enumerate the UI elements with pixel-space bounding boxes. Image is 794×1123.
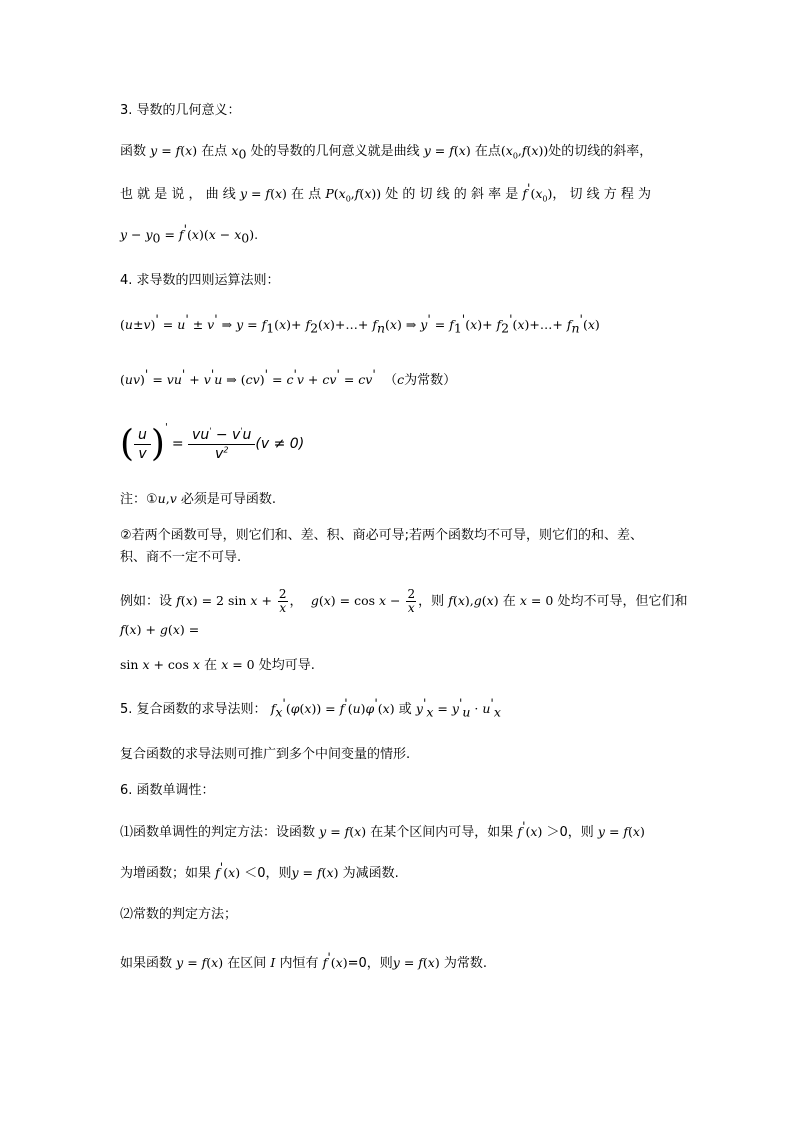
note-2-cont: 积、商不一定不可导. <box>120 550 242 565</box>
formula: f <box>522 186 527 201</box>
text: 在 <box>502 594 516 609</box>
formula: $(x_0,f(x))$ <box>500 143 549 161</box>
text: 5. 复合函数的求导法则： <box>120 702 267 717</box>
heading-section-6: 6. 函数单调性： <box>120 783 215 798</box>
formula: y <box>239 186 247 201</box>
text: 如果函数 <box>120 956 173 971</box>
text: 为常数. <box>443 956 488 971</box>
heading-section-5: 5. 复合函数的求导法则： $f_x'(\varphi(x)) = f'(u)\varphi'(x)$ 或 $y'_x = y'_u \cdot u'_x$ <box>120 695 501 720</box>
formula: y <box>423 143 431 158</box>
constant-line: 如果函数 y = f(x) 在区间 I 内恒有 f'(x)=0，则y = f(x) 为常数. <box>120 949 488 971</box>
text: ，则 <box>418 594 445 609</box>
text: 内恒有 <box>279 956 319 971</box>
heading-section-3: 3. 导数的几何意义： <box>120 103 241 118</box>
text: 在点 <box>474 144 501 159</box>
text: 在 点 <box>291 187 322 202</box>
text: 必须是可导函数. <box>180 492 277 507</box>
text: （ <box>384 373 398 388</box>
example-result: sin x + cos x 在 x = 0 处均可导. <box>120 657 315 673</box>
formula: y <box>150 143 158 158</box>
quotient-rule-formula: ( $\frac{u}{v}$ )' = $\frac{vu' - v'u}{v^2}$ (v ≠ 0) <box>120 422 305 465</box>
text: 或 <box>398 702 412 717</box>
note-2: ②若两个函数可导，则它们和、差、积、商必可导;若两个函数均不可导，则它们的和、差、 <box>120 528 644 543</box>
text: ，则 <box>265 866 292 881</box>
formula: P <box>325 186 334 201</box>
text: 处的导数的几何意义就是曲线 <box>250 144 420 159</box>
text: 为减函数. <box>342 866 399 881</box>
text: 例如：设 <box>120 594 173 609</box>
paragraph-3-line-1: 函数 y = f(x) 在点 $x_0$ 处的导数的几何意义就是曲线 y = f(x) 在点$(x_0,f(x))$处的切线的斜率， <box>120 143 653 162</box>
tangent-line-equation: $y - y_0 = f'(x)(x - x_0)$. <box>120 221 259 246</box>
product-rule-formula: (uv)' = vu' + v'u ⇒ (cv)' = c'v + cv' = cv' （c为常数） <box>120 366 457 388</box>
text: 处均可导. <box>258 658 315 673</box>
example-line: 例如：设 f(x) = 2 sin x + $\frac{2}{x}$ ， g(x) = cos x − $\frac{2}{x}$ ，则 f(x),g(x) 在 x = 0 处均不可导，但它们和 <box>120 587 688 615</box>
monotonic-line-2: 为增函数；如果 f'(x) ＜0，则y = f(x) 为减函数. <box>120 859 399 881</box>
text: 也 就 是 说 ， 曲 线 <box>120 187 236 202</box>
text: 处的切线的斜率， <box>548 144 653 159</box>
text: ， 切 线 方 程 为 <box>552 187 652 202</box>
text: ⑴函数单调性的判定方法：设函数 <box>120 825 316 840</box>
example-sum: f(x) + g(x) = <box>120 622 200 637</box>
sum-rule-formula: (u±v)' = u' ± v' ⇒ $y = f_1(x)+$ $f_2(x)+\dots+ f_n(x)$ ⇒ $y' = f_1'(x)+$ $f_2'(x)+\dots+ f_n'(x)$ <box>120 311 600 336</box>
note-1: 注：①u,v 必须是可导函数. <box>120 491 277 507</box>
text: 为增函数；如果 <box>120 866 212 881</box>
formula: $x_0$ <box>231 143 247 162</box>
constant-heading: ⑵常数的判定方法； <box>120 907 238 922</box>
paragraph-3-line-2: 也 就 是 说 ， 曲 线 y = f(x) 在 点 $P(x_0,f(x))$ 处 的 切 线 的 斜 率 是 $f'(x_0)$， 切 线 方 程 为 <box>120 180 652 204</box>
text: ，则 <box>567 825 594 840</box>
text: 在 <box>204 658 218 673</box>
text: 在区间 <box>227 956 267 971</box>
text: 在点 <box>201 144 228 159</box>
text: 在某个区间内可导，如果 <box>370 825 514 840</box>
text: ，则 <box>366 956 393 971</box>
text: 函数 <box>120 144 147 159</box>
text: 注： <box>120 492 147 507</box>
heading-section-4: 4. 求导数的四则运算法则： <box>120 273 280 288</box>
text: 处均不可导，但它们和 <box>557 594 688 609</box>
text: 处 的 切 线 的 斜 率 是 <box>385 187 519 202</box>
monotonic-line-1: ⑴函数单调性的判定方法：设函数 y = f(x) 在某个区间内可导，如果 f'(x) ＞0，则 y = f(x) <box>120 818 645 840</box>
text: 为常数） <box>404 373 457 388</box>
composite-note: 复合函数的求导法则可推广到多个中间变量的情形. <box>120 747 411 762</box>
